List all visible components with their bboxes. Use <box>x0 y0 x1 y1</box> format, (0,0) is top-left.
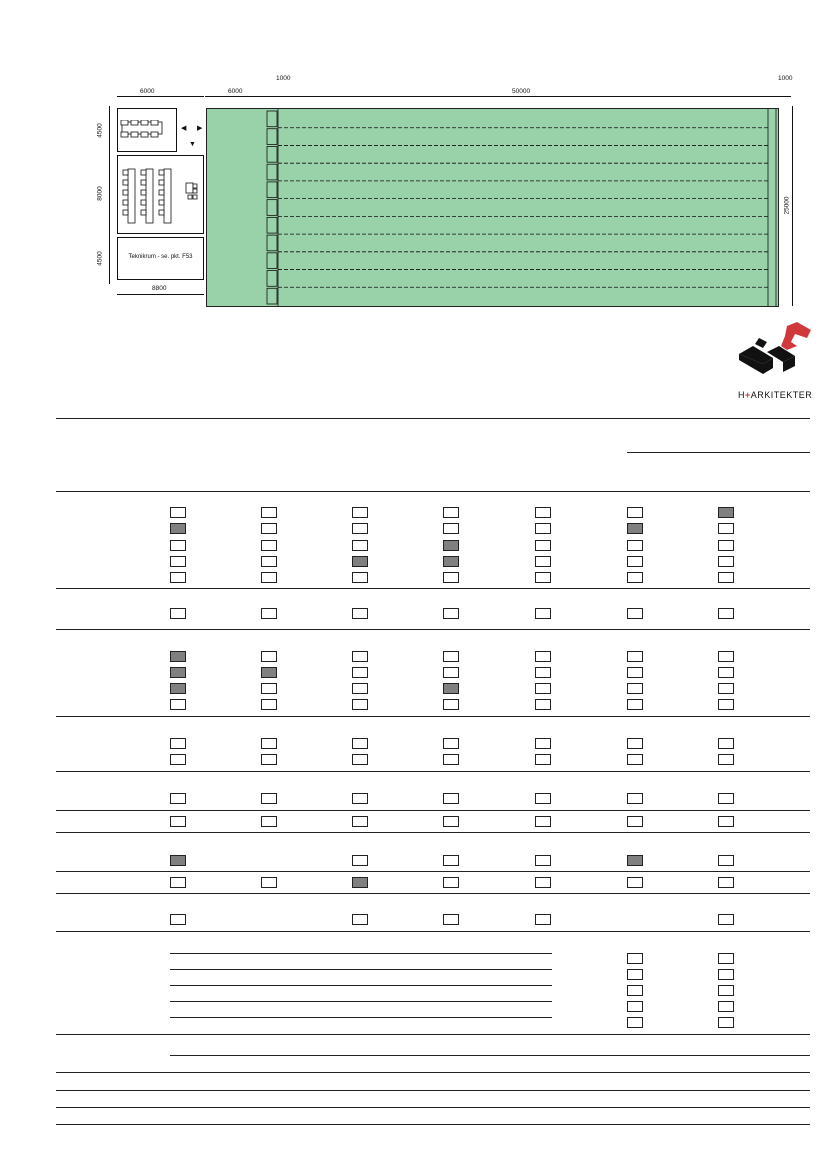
option-checkbox[interactable] <box>535 738 551 749</box>
logo-text-arkitekter: ARKITEKTER <box>750 390 813 400</box>
option-checkbox[interactable] <box>627 556 643 567</box>
section-separator <box>56 1072 810 1073</box>
starting-block <box>267 182 277 198</box>
arrow-right-icon: ▶ <box>197 125 203 132</box>
option-checkbox[interactable] <box>627 816 643 827</box>
option-checkbox[interactable] <box>443 507 459 518</box>
option-checkbox[interactable] <box>352 667 368 678</box>
option-checkbox[interactable] <box>170 793 186 804</box>
section-separator <box>56 832 810 833</box>
option-checkbox[interactable] <box>718 1001 734 1012</box>
option-checkbox[interactable] <box>352 523 368 534</box>
option-checkbox[interactable] <box>352 855 368 866</box>
option-checkbox[interactable] <box>261 523 277 534</box>
swimming-pool <box>206 108 779 307</box>
dim-end-gap-left: 1000 <box>276 75 291 82</box>
logo-text-h: H <box>738 390 745 400</box>
option-checkbox[interactable] <box>261 556 277 567</box>
option-checkbox[interactable] <box>627 540 643 551</box>
option-checkbox[interactable] <box>718 507 734 518</box>
option-checkbox[interactable] <box>718 738 734 749</box>
option-checkbox[interactable] <box>170 507 186 518</box>
option-checkbox[interactable] <box>627 1001 643 1012</box>
option-checkbox[interactable] <box>718 969 734 980</box>
option-checkbox[interactable] <box>443 651 459 662</box>
option-checkbox[interactable] <box>535 699 551 710</box>
option-checkbox[interactable] <box>627 969 643 980</box>
dim-h2: 8000 <box>96 186 104 201</box>
option-checkbox[interactable] <box>627 985 643 996</box>
option-checkbox[interactable] <box>627 793 643 804</box>
option-checkbox[interactable] <box>443 556 459 567</box>
option-checkbox[interactable] <box>535 683 551 694</box>
section-separator <box>56 1090 810 1091</box>
option-checkbox[interactable] <box>170 667 186 678</box>
logo-text-plus: + <box>745 390 751 400</box>
arrow-down-icon: ▼ <box>189 141 196 148</box>
option-checkbox[interactable] <box>718 855 734 866</box>
starting-block <box>267 217 277 233</box>
option-checkbox[interactable] <box>718 540 734 551</box>
dim-annex-width: 6000 <box>140 88 155 95</box>
room-middle <box>117 155 204 234</box>
option-checkbox[interactable] <box>261 667 277 678</box>
pool-water <box>207 109 778 306</box>
option-checkbox[interactable] <box>352 556 368 567</box>
dim-line-left <box>109 106 110 284</box>
option-checkbox[interactable] <box>443 608 459 619</box>
option-checkbox[interactable] <box>261 651 277 662</box>
option-checkbox[interactable] <box>443 540 459 551</box>
option-checkbox[interactable] <box>352 699 368 710</box>
option-checkbox[interactable] <box>535 667 551 678</box>
option-checkbox[interactable] <box>718 914 734 925</box>
option-checkbox[interactable] <box>261 738 277 749</box>
dim-annex-bottom: 8800 <box>152 285 167 292</box>
option-checkbox[interactable] <box>535 877 551 888</box>
option-checkbox[interactable] <box>170 683 186 694</box>
starting-block <box>267 200 277 216</box>
option-checkbox[interactable] <box>718 877 734 888</box>
option-checkbox[interactable] <box>627 754 643 765</box>
section-separator <box>56 1124 810 1125</box>
option-checkbox[interactable] <box>352 683 368 694</box>
option-checkbox[interactable] <box>718 953 734 964</box>
option-checkbox[interactable] <box>170 738 186 749</box>
option-checkbox[interactable] <box>170 523 186 534</box>
option-checkbox[interactable] <box>261 507 277 518</box>
header-sub-line <box>627 452 810 453</box>
option-checkbox[interactable] <box>718 683 734 694</box>
option-checkbox[interactable] <box>443 699 459 710</box>
text-entry-line[interactable] <box>170 953 552 954</box>
option-checkbox[interactable] <box>718 608 734 619</box>
option-checkbox[interactable] <box>718 816 734 827</box>
dim-lead-in: 6000 <box>228 88 243 95</box>
section-separator <box>56 1034 810 1035</box>
section-separator <box>56 810 810 811</box>
table-group-icon <box>120 120 164 142</box>
dim-line-right <box>792 106 793 306</box>
option-checkbox[interactable] <box>170 608 186 619</box>
option-checkbox[interactable] <box>261 540 277 551</box>
option-checkbox[interactable] <box>443 572 459 583</box>
option-checkbox[interactable] <box>261 754 277 765</box>
option-checkbox[interactable] <box>170 877 186 888</box>
option-checkbox[interactable] <box>718 754 734 765</box>
logo-text <box>738 390 812 400</box>
option-checkbox[interactable] <box>443 738 459 749</box>
starting-block <box>267 288 277 304</box>
header-separator <box>56 418 810 419</box>
option-checkbox[interactable] <box>535 855 551 866</box>
section-separator <box>56 1107 810 1108</box>
option-checkbox[interactable] <box>718 699 734 710</box>
option-checkbox[interactable] <box>261 699 277 710</box>
option-checkbox[interactable] <box>352 816 368 827</box>
text-entry-line[interactable] <box>170 985 552 986</box>
option-checkbox[interactable] <box>170 556 186 567</box>
option-checkbox[interactable] <box>352 507 368 518</box>
option-checkbox[interactable] <box>443 877 459 888</box>
option-checkbox[interactable] <box>535 793 551 804</box>
option-checkbox[interactable] <box>627 855 643 866</box>
option-checkbox[interactable] <box>443 754 459 765</box>
option-checkbox[interactable] <box>443 855 459 866</box>
option-checkbox[interactable] <box>170 754 186 765</box>
option-checkbox[interactable] <box>261 816 277 827</box>
option-checkbox[interactable] <box>718 1017 734 1028</box>
dim-line-annex-bottom <box>117 294 204 295</box>
option-checkbox[interactable] <box>535 523 551 534</box>
option-checkbox[interactable] <box>627 699 643 710</box>
dim-h1: 4500 <box>96 123 104 138</box>
pool-lanes <box>206 108 779 307</box>
starting-block <box>267 253 277 269</box>
option-checkbox[interactable] <box>627 651 643 662</box>
option-checkbox[interactable] <box>443 816 459 827</box>
option-checkbox[interactable] <box>443 914 459 925</box>
dim-end-gap-right: 1000 <box>778 75 793 82</box>
option-checkbox[interactable] <box>170 699 186 710</box>
option-checkbox[interactable] <box>352 608 368 619</box>
section-separator <box>56 629 810 630</box>
dim-h3: 4500 <box>96 251 104 266</box>
option-checkbox[interactable] <box>261 877 277 888</box>
option-checkbox[interactable] <box>627 572 643 583</box>
room-upper <box>117 108 177 152</box>
starting-block <box>267 235 277 251</box>
option-checkbox[interactable] <box>261 683 277 694</box>
tech-room-label: Teknikrum - se. pkt. F53 <box>128 254 193 260</box>
starting-block <box>267 129 277 145</box>
section-separator <box>56 771 810 772</box>
option-checkbox[interactable] <box>535 651 551 662</box>
option-checkbox[interactable] <box>170 914 186 925</box>
option-checkbox[interactable] <box>352 914 368 925</box>
option-checkbox[interactable] <box>718 651 734 662</box>
text-entry-line[interactable] <box>170 969 552 970</box>
option-checkbox[interactable] <box>352 793 368 804</box>
option-checkbox[interactable] <box>352 754 368 765</box>
section-separator <box>56 491 810 492</box>
option-checkbox[interactable] <box>535 572 551 583</box>
option-checkbox[interactable] <box>627 877 643 888</box>
option-checkbox[interactable] <box>443 793 459 804</box>
text-entry-line[interactable] <box>170 1001 552 1002</box>
option-checkbox[interactable] <box>443 667 459 678</box>
option-checkbox[interactable] <box>718 793 734 804</box>
option-checkbox[interactable] <box>535 507 551 518</box>
option-checkbox[interactable] <box>535 556 551 567</box>
option-checkbox[interactable] <box>627 683 643 694</box>
option-checkbox[interactable] <box>718 523 734 534</box>
text-entry-line[interactable] <box>170 1017 552 1018</box>
option-checkbox[interactable] <box>443 683 459 694</box>
option-checkbox[interactable] <box>261 608 277 619</box>
section-separator <box>56 931 810 932</box>
arrow-left-icon: ◀ <box>181 125 187 132</box>
h-arkitekter-logo-icon <box>737 322 813 386</box>
option-checkbox[interactable] <box>170 651 186 662</box>
starting-block <box>267 271 277 287</box>
option-checkbox[interactable] <box>170 855 186 866</box>
text-entry-line[interactable] <box>170 1055 810 1056</box>
dim-pool-width: 25000 <box>783 196 791 215</box>
starting-block <box>267 164 277 180</box>
starting-block <box>267 146 277 162</box>
option-checkbox[interactable] <box>718 985 734 996</box>
option-checkbox[interactable] <box>535 754 551 765</box>
option-checkbox[interactable] <box>352 877 368 888</box>
dim-line-annex <box>117 96 204 97</box>
option-checkbox[interactable] <box>718 667 734 678</box>
section-separator <box>56 716 810 717</box>
option-checkbox[interactable] <box>627 523 643 534</box>
option-checkbox[interactable] <box>443 523 459 534</box>
option-checkbox[interactable] <box>352 572 368 583</box>
option-checkbox[interactable] <box>627 953 643 964</box>
option-checkbox[interactable] <box>352 738 368 749</box>
option-checkbox[interactable] <box>627 507 643 518</box>
option-checkbox[interactable] <box>627 667 643 678</box>
option-checkbox[interactable] <box>718 572 734 583</box>
option-checkbox[interactable] <box>535 608 551 619</box>
option-checkbox[interactable] <box>627 608 643 619</box>
option-checkbox[interactable] <box>535 914 551 925</box>
option-checkbox[interactable] <box>170 540 186 551</box>
section-separator <box>56 588 810 589</box>
dim-pool-length: 50000 <box>512 88 531 95</box>
option-checkbox[interactable] <box>352 540 368 551</box>
option-checkbox[interactable] <box>261 793 277 804</box>
section-separator <box>56 871 810 872</box>
option-checkbox[interactable] <box>261 572 277 583</box>
room-tech <box>117 237 204 280</box>
section-separator <box>56 893 810 894</box>
option-checkbox[interactable] <box>535 816 551 827</box>
option-checkbox[interactable] <box>170 816 186 827</box>
option-checkbox[interactable] <box>535 540 551 551</box>
option-checkbox[interactable] <box>627 1017 643 1028</box>
option-checkbox[interactable] <box>718 556 734 567</box>
starting-block <box>267 111 277 127</box>
dim-line-top <box>205 96 791 97</box>
option-checkbox[interactable] <box>170 572 186 583</box>
seating-layout-icon <box>122 167 202 227</box>
option-checkbox[interactable] <box>627 738 643 749</box>
option-checkbox[interactable] <box>352 651 368 662</box>
